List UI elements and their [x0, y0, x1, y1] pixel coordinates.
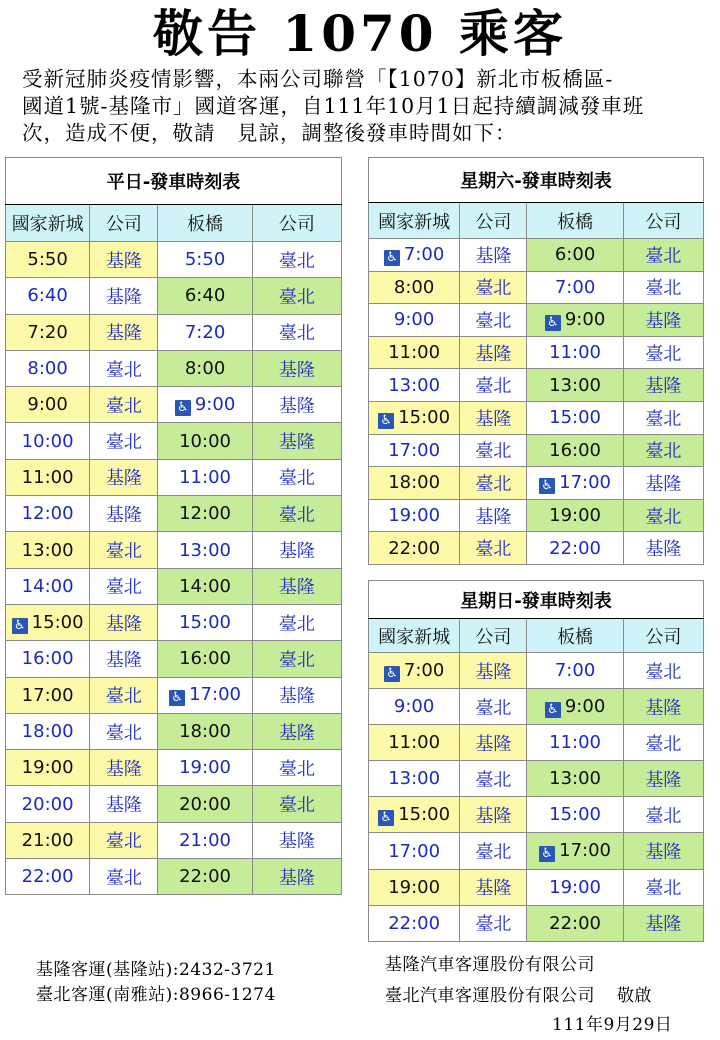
footer-date: 111年9月29日	[552, 1015, 673, 1035]
time-text: 11:00	[179, 466, 231, 488]
column-header: 公司	[623, 203, 703, 239]
timetable-row	[369, 434, 704, 467]
departure-time-banqiao	[527, 761, 623, 797]
wheelchair-icon: ♿	[169, 690, 185, 706]
timetable-row	[6, 713, 342, 749]
departure-time-banqiao	[527, 653, 623, 689]
operating-company: 基隆	[623, 369, 703, 402]
departure-time-banqiao	[158, 242, 252, 278]
column-header: 國家新城	[369, 203, 460, 239]
time-text: 11:00	[388, 732, 441, 754]
operating-company: 基隆	[252, 532, 341, 568]
time-text: 19:00	[388, 876, 441, 898]
departure-time-guojiaxincheng	[6, 423, 90, 459]
time-text: 9:00	[564, 308, 606, 330]
operating-company: 臺北	[90, 568, 158, 604]
departure-time-guojiaxincheng	[369, 532, 460, 565]
time-text: 9:00	[564, 695, 606, 717]
wheelchair-icon: ♿	[12, 618, 28, 634]
time-text: 9:00	[393, 696, 435, 718]
operating-company: 臺北	[252, 459, 341, 495]
operating-company: 基隆	[623, 689, 703, 725]
timetable-row	[6, 822, 342, 858]
company-taipei-name: 臺北汽車客運股份有限公司	[385, 986, 595, 1006]
operating-company: 臺北	[460, 434, 527, 467]
time-text: 19:00	[549, 505, 601, 527]
operating-company: 臺北	[460, 833, 527, 869]
column-header: 公司	[252, 205, 341, 242]
timetable-row	[6, 496, 342, 532]
weekday-timetable	[5, 157, 342, 895]
operating-company: 基隆	[252, 387, 341, 423]
time-text: 21:00	[21, 829, 74, 851]
departure-time-guojiaxincheng	[369, 797, 460, 833]
operating-company: 臺北	[460, 761, 527, 797]
operating-company: 臺北	[252, 314, 341, 350]
time-text: 12:00	[21, 503, 74, 525]
operating-company: 臺北	[252, 278, 341, 314]
sunday-timetable	[368, 580, 704, 942]
departure-time-guojiaxincheng	[6, 750, 90, 786]
timetable-row	[6, 387, 342, 423]
timetable-caption: 星期六-發車時刻表	[369, 158, 704, 203]
departure-time-guojiaxincheng	[6, 677, 90, 713]
time-text: 6:40	[184, 285, 226, 307]
operating-company: 臺北	[623, 239, 703, 272]
time-text: 7:00	[403, 659, 445, 681]
time-text: 22:00	[21, 866, 74, 888]
departure-time-guojiaxincheng	[6, 822, 90, 858]
contact-taipei: 臺北客運(南雅站):8966-1274	[36, 985, 276, 1005]
timetable-row	[369, 725, 704, 761]
operating-company: 基隆	[252, 677, 341, 713]
departure-time-guojiaxincheng	[6, 314, 90, 350]
time-text: 18:00	[21, 721, 74, 742]
time-text: 13:00	[388, 768, 441, 790]
time-text: 18:00	[179, 721, 231, 742]
time-text: 9:00	[194, 393, 236, 415]
wheelchair-icon: ♿	[539, 478, 555, 494]
column-header: 國家新城	[369, 619, 460, 653]
time-text: 15:00	[398, 803, 451, 825]
departure-time-banqiao	[158, 496, 252, 532]
operating-company: 臺北	[90, 713, 158, 749]
wheelchair-icon: ♿	[545, 315, 561, 331]
timetable-row	[6, 677, 342, 713]
departure-time-banqiao	[158, 604, 252, 640]
intro-line: 受新冠肺炎疫情影響，本兩公司聯營「【1070】新北市板橋區-	[22, 67, 614, 91]
time-text: 19:00	[388, 505, 441, 527]
time-text: 9:00	[393, 309, 435, 331]
time-text: 20:00	[179, 793, 231, 815]
operating-company: 基隆	[90, 750, 158, 786]
wheelchair-icon: ♿	[175, 400, 191, 416]
notice-intro	[22, 66, 712, 147]
departure-time-guojiaxincheng	[369, 369, 460, 402]
wheelchair-icon: ♿	[384, 250, 400, 266]
time-text: 7:00	[554, 276, 596, 298]
time-text: 13:00	[21, 539, 74, 561]
wheelchair-icon: ♿	[545, 702, 561, 718]
operating-company: 臺北	[252, 786, 341, 822]
departure-time-banqiao	[158, 350, 252, 386]
departure-time-guojiaxincheng	[6, 568, 90, 604]
footer-contacts	[36, 958, 276, 1008]
operating-company: 臺北	[623, 434, 703, 467]
departure-time-guojiaxincheng	[369, 336, 460, 369]
operating-company: 臺北	[252, 604, 341, 640]
time-text: 16:00	[179, 648, 231, 670]
timetable-row	[369, 653, 704, 689]
time-text: 22:00	[549, 912, 601, 934]
departure-time-banqiao	[158, 822, 252, 858]
operating-company: 基隆	[460, 869, 527, 905]
time-text: 9:00	[27, 394, 68, 416]
operating-company: 臺北	[252, 496, 341, 532]
time-text: 15:00	[31, 611, 84, 633]
operating-company: 臺北	[623, 869, 703, 905]
timetable-row	[6, 278, 342, 314]
departure-time-banqiao	[527, 689, 623, 725]
departure-time-guojiaxincheng	[6, 786, 90, 822]
timetable-row	[369, 761, 704, 797]
time-text: 8:00	[184, 358, 226, 380]
time-text: 16:00	[549, 439, 601, 461]
departure-time-banqiao	[158, 750, 252, 786]
time-text: 13:00	[179, 539, 231, 561]
departure-time-guojiaxincheng	[6, 713, 90, 749]
departure-time-guojiaxincheng	[369, 499, 460, 532]
column-header: 板橋	[527, 619, 623, 653]
timetable-row	[369, 689, 704, 725]
departure-time-banqiao	[527, 467, 623, 500]
column-header: 板橋	[158, 205, 252, 242]
departure-time-guojiaxincheng	[6, 859, 90, 895]
departure-time-guojiaxincheng	[6, 641, 90, 677]
operating-company: 臺北	[252, 242, 341, 278]
time-text: 11:00	[388, 342, 441, 364]
departure-time-banqiao	[527, 239, 623, 272]
time-text: 13:00	[549, 768, 601, 790]
timetable-row	[6, 859, 342, 895]
operating-company: 臺北	[252, 750, 341, 786]
column-header: 公司	[460, 619, 527, 653]
column-header: 板橋	[527, 203, 623, 239]
departure-time-guojiaxincheng	[6, 604, 90, 640]
timetable-row	[369, 271, 704, 304]
time-text: 11:00	[549, 732, 601, 754]
operating-company: 基隆	[90, 278, 158, 314]
operating-company: 基隆	[90, 314, 158, 350]
operating-company: 基隆	[623, 304, 703, 337]
time-text: 21:00	[179, 829, 231, 851]
time-text: 19:00	[179, 757, 231, 779]
operating-company: 基隆	[252, 859, 341, 895]
operating-company: 基隆	[623, 532, 703, 565]
departure-time-guojiaxincheng	[369, 653, 460, 689]
operating-company: 基隆	[460, 653, 527, 689]
departure-time-guojiaxincheng	[6, 532, 90, 568]
departure-time-banqiao	[527, 271, 623, 304]
departure-time-banqiao	[527, 434, 623, 467]
operating-company: 基隆	[252, 713, 341, 749]
departure-time-guojiaxincheng	[369, 725, 460, 761]
departure-time-guojiaxincheng	[369, 869, 460, 905]
time-text: 22:00	[179, 866, 231, 888]
notice-title: 敬告 1070 乘客	[153, 4, 567, 63]
time-text: 6:00	[554, 244, 596, 266]
time-text: 6:40	[27, 285, 68, 307]
operating-company: 基隆	[90, 496, 158, 532]
operating-company: 基隆	[252, 423, 341, 459]
time-text: 5:50	[184, 249, 226, 271]
operating-company: 基隆	[460, 239, 527, 272]
departure-time-guojiaxincheng	[369, 401, 460, 434]
time-text: 22:00	[549, 537, 601, 559]
operating-company: 臺北	[460, 467, 527, 500]
departure-time-banqiao	[527, 725, 623, 761]
operating-company: 基隆	[90, 604, 158, 640]
saturday-timetable	[368, 157, 704, 565]
timetable-row	[6, 750, 342, 786]
operating-company: 基隆	[90, 786, 158, 822]
operating-company: 基隆	[252, 568, 341, 604]
time-text: 7:20	[184, 321, 226, 343]
time-text: 17:00	[189, 684, 241, 706]
sign-off: 敬啟	[617, 986, 652, 1006]
departure-time-guojiaxincheng	[369, 271, 460, 304]
time-text: 13:00	[549, 374, 601, 396]
time-text: 11:00	[549, 342, 601, 364]
departure-time-banqiao	[527, 401, 623, 434]
operating-company: 臺北	[460, 369, 527, 402]
time-text: 19:00	[21, 757, 74, 779]
departure-time-guojiaxincheng	[369, 434, 460, 467]
operating-company: 基隆	[90, 459, 158, 495]
time-text: 8:00	[393, 276, 435, 298]
time-text: 22:00	[388, 912, 441, 934]
departure-time-banqiao	[527, 499, 623, 532]
operating-company: 臺北	[460, 689, 527, 725]
time-text: 14:00	[179, 575, 231, 597]
operating-company: 基隆	[623, 467, 703, 500]
time-text: 17:00	[559, 840, 611, 862]
operating-company: 臺北	[623, 653, 703, 689]
timetable-row	[369, 869, 704, 905]
operating-company: 基隆	[623, 833, 703, 869]
operating-company: 臺北	[90, 423, 158, 459]
timetable-row	[369, 499, 704, 532]
time-text: 19:00	[549, 876, 601, 898]
wheelchair-icon: ♿	[384, 666, 400, 682]
time-text: 5:50	[27, 249, 68, 271]
operating-company: 臺北	[90, 387, 158, 423]
timetable-row	[369, 401, 704, 434]
departure-time-guojiaxincheng	[369, 833, 460, 869]
time-text: 7:20	[27, 321, 68, 343]
timetable-row	[369, 797, 704, 833]
operating-company: 基隆	[90, 641, 158, 677]
departure-time-banqiao	[158, 859, 252, 895]
time-text: 17:00	[388, 840, 441, 862]
operating-company: 基隆	[623, 905, 703, 941]
departure-time-banqiao	[158, 677, 252, 713]
operating-company: 基隆	[460, 336, 527, 369]
operating-company: 基隆	[90, 242, 158, 278]
time-text: 15:00	[549, 407, 601, 429]
operating-company: 臺北	[623, 401, 703, 434]
time-text: 20:00	[21, 793, 74, 815]
timetable-row	[6, 350, 342, 386]
time-text: 13:00	[388, 374, 441, 396]
timetable-row	[6, 314, 342, 350]
operating-company: 臺北	[90, 532, 158, 568]
time-text: 17:00	[21, 684, 74, 706]
time-text: 8:00	[27, 358, 68, 380]
timetable-row	[369, 905, 704, 941]
operating-company: 臺北	[460, 532, 527, 565]
time-text: 16:00	[21, 648, 74, 670]
intro-line: 國道1號-基隆市」國道客運，自111年10月1日起持續調減發車班	[22, 94, 645, 118]
departure-time-guojiaxincheng	[369, 304, 460, 337]
operating-company: 臺北	[460, 271, 527, 304]
departure-time-guojiaxincheng	[6, 387, 90, 423]
operating-company: 臺北	[623, 499, 703, 532]
operating-company: 基隆	[460, 797, 527, 833]
operating-company: 基隆	[460, 725, 527, 761]
timetable-row	[369, 467, 704, 500]
time-text: 22:00	[388, 537, 441, 559]
operating-company: 基隆	[460, 401, 527, 434]
timetable-caption: 平日-發車時刻表	[6, 158, 342, 205]
time-text: 17:00	[388, 439, 441, 461]
departure-time-banqiao	[527, 304, 623, 337]
time-text: 10:00	[179, 430, 231, 452]
timetable-row	[6, 532, 342, 568]
operating-company: 臺北	[90, 350, 158, 386]
timetable-row	[6, 423, 342, 459]
timetable-row	[6, 786, 342, 822]
departure-time-banqiao	[527, 336, 623, 369]
timetable-row	[369, 532, 704, 565]
timetable-row	[6, 459, 342, 495]
departure-time-banqiao	[527, 905, 623, 941]
operating-company: 臺北	[90, 859, 158, 895]
departure-time-banqiao	[527, 532, 623, 565]
column-header: 國家新城	[6, 205, 90, 242]
timetable-row	[369, 369, 704, 402]
column-header: 公司	[623, 619, 703, 653]
time-text: 12:00	[179, 503, 231, 525]
departure-time-banqiao	[158, 532, 252, 568]
timetable-row	[6, 568, 342, 604]
timetable-row	[6, 641, 342, 677]
operating-company: 臺北	[623, 271, 703, 304]
time-text: 7:00	[403, 243, 445, 265]
departure-time-banqiao	[158, 387, 252, 423]
departure-time-guojiaxincheng	[6, 459, 90, 495]
column-header: 公司	[460, 203, 527, 239]
time-text: 15:00	[179, 612, 231, 634]
time-text: 10:00	[21, 430, 74, 452]
departure-time-guojiaxincheng	[369, 689, 460, 725]
operating-company: 基隆	[252, 350, 341, 386]
timetable-row	[369, 336, 704, 369]
wheelchair-icon: ♿	[378, 810, 394, 826]
time-text: 15:00	[398, 406, 451, 428]
wheelchair-icon: ♿	[378, 413, 394, 429]
departure-time-banqiao	[158, 314, 252, 350]
departure-time-guojiaxincheng	[6, 278, 90, 314]
departure-time-banqiao	[527, 797, 623, 833]
departure-time-guojiaxincheng	[6, 350, 90, 386]
operating-company: 臺北	[623, 797, 703, 833]
column-header: 公司	[90, 205, 158, 242]
operating-company: 臺北	[90, 677, 158, 713]
operating-company: 臺北	[252, 641, 341, 677]
operating-company: 臺北	[460, 304, 527, 337]
time-text: 7:00	[554, 660, 596, 682]
operating-company: 臺北	[460, 905, 527, 941]
time-text: 15:00	[549, 804, 601, 826]
departure-time-guojiaxincheng	[369, 905, 460, 941]
departure-time-guojiaxincheng	[369, 467, 460, 500]
timetable-row	[369, 239, 704, 272]
timetable-row	[369, 304, 704, 337]
departure-time-banqiao	[158, 568, 252, 604]
departure-time-banqiao	[527, 369, 623, 402]
departure-time-banqiao	[158, 423, 252, 459]
time-text: 14:00	[21, 575, 74, 597]
timetable-caption: 星期日-發車時刻表	[369, 581, 704, 619]
operating-company: 臺北	[623, 725, 703, 761]
time-text: 18:00	[388, 472, 441, 494]
contact-keelung: 基隆客運(基隆站):2432-3721	[36, 960, 276, 980]
operating-company: 臺北	[90, 822, 158, 858]
operating-company: 基隆	[623, 761, 703, 797]
departure-time-banqiao	[527, 869, 623, 905]
timetable-row	[6, 604, 342, 640]
departure-time-guojiaxincheng	[369, 239, 460, 272]
intro-line: 次，造成不便，敬請 見諒，調整後發車時間如下：	[22, 121, 517, 145]
departure-time-banqiao	[158, 459, 252, 495]
operating-company: 臺北	[623, 336, 703, 369]
time-text: 17:00	[559, 471, 611, 493]
operating-company: 基隆	[252, 822, 341, 858]
departure-time-guojiaxincheng	[369, 761, 460, 797]
departure-time-banqiao	[158, 713, 252, 749]
departure-time-guojiaxincheng	[6, 496, 90, 532]
departure-time-banqiao	[158, 641, 252, 677]
departure-time-guojiaxincheng	[6, 242, 90, 278]
departure-time-banqiao	[527, 833, 623, 869]
departure-time-banqiao	[158, 278, 252, 314]
timetable-row	[369, 833, 704, 869]
departure-time-banqiao	[158, 786, 252, 822]
wheelchair-icon: ♿	[539, 846, 555, 862]
time-text: 11:00	[21, 466, 74, 488]
footer-company-keelung: 基隆汽車客運股份有限公司	[385, 955, 595, 975]
timetable-row	[6, 242, 342, 278]
footer-company-taipei	[385, 984, 652, 1009]
operating-company: 基隆	[460, 499, 527, 532]
